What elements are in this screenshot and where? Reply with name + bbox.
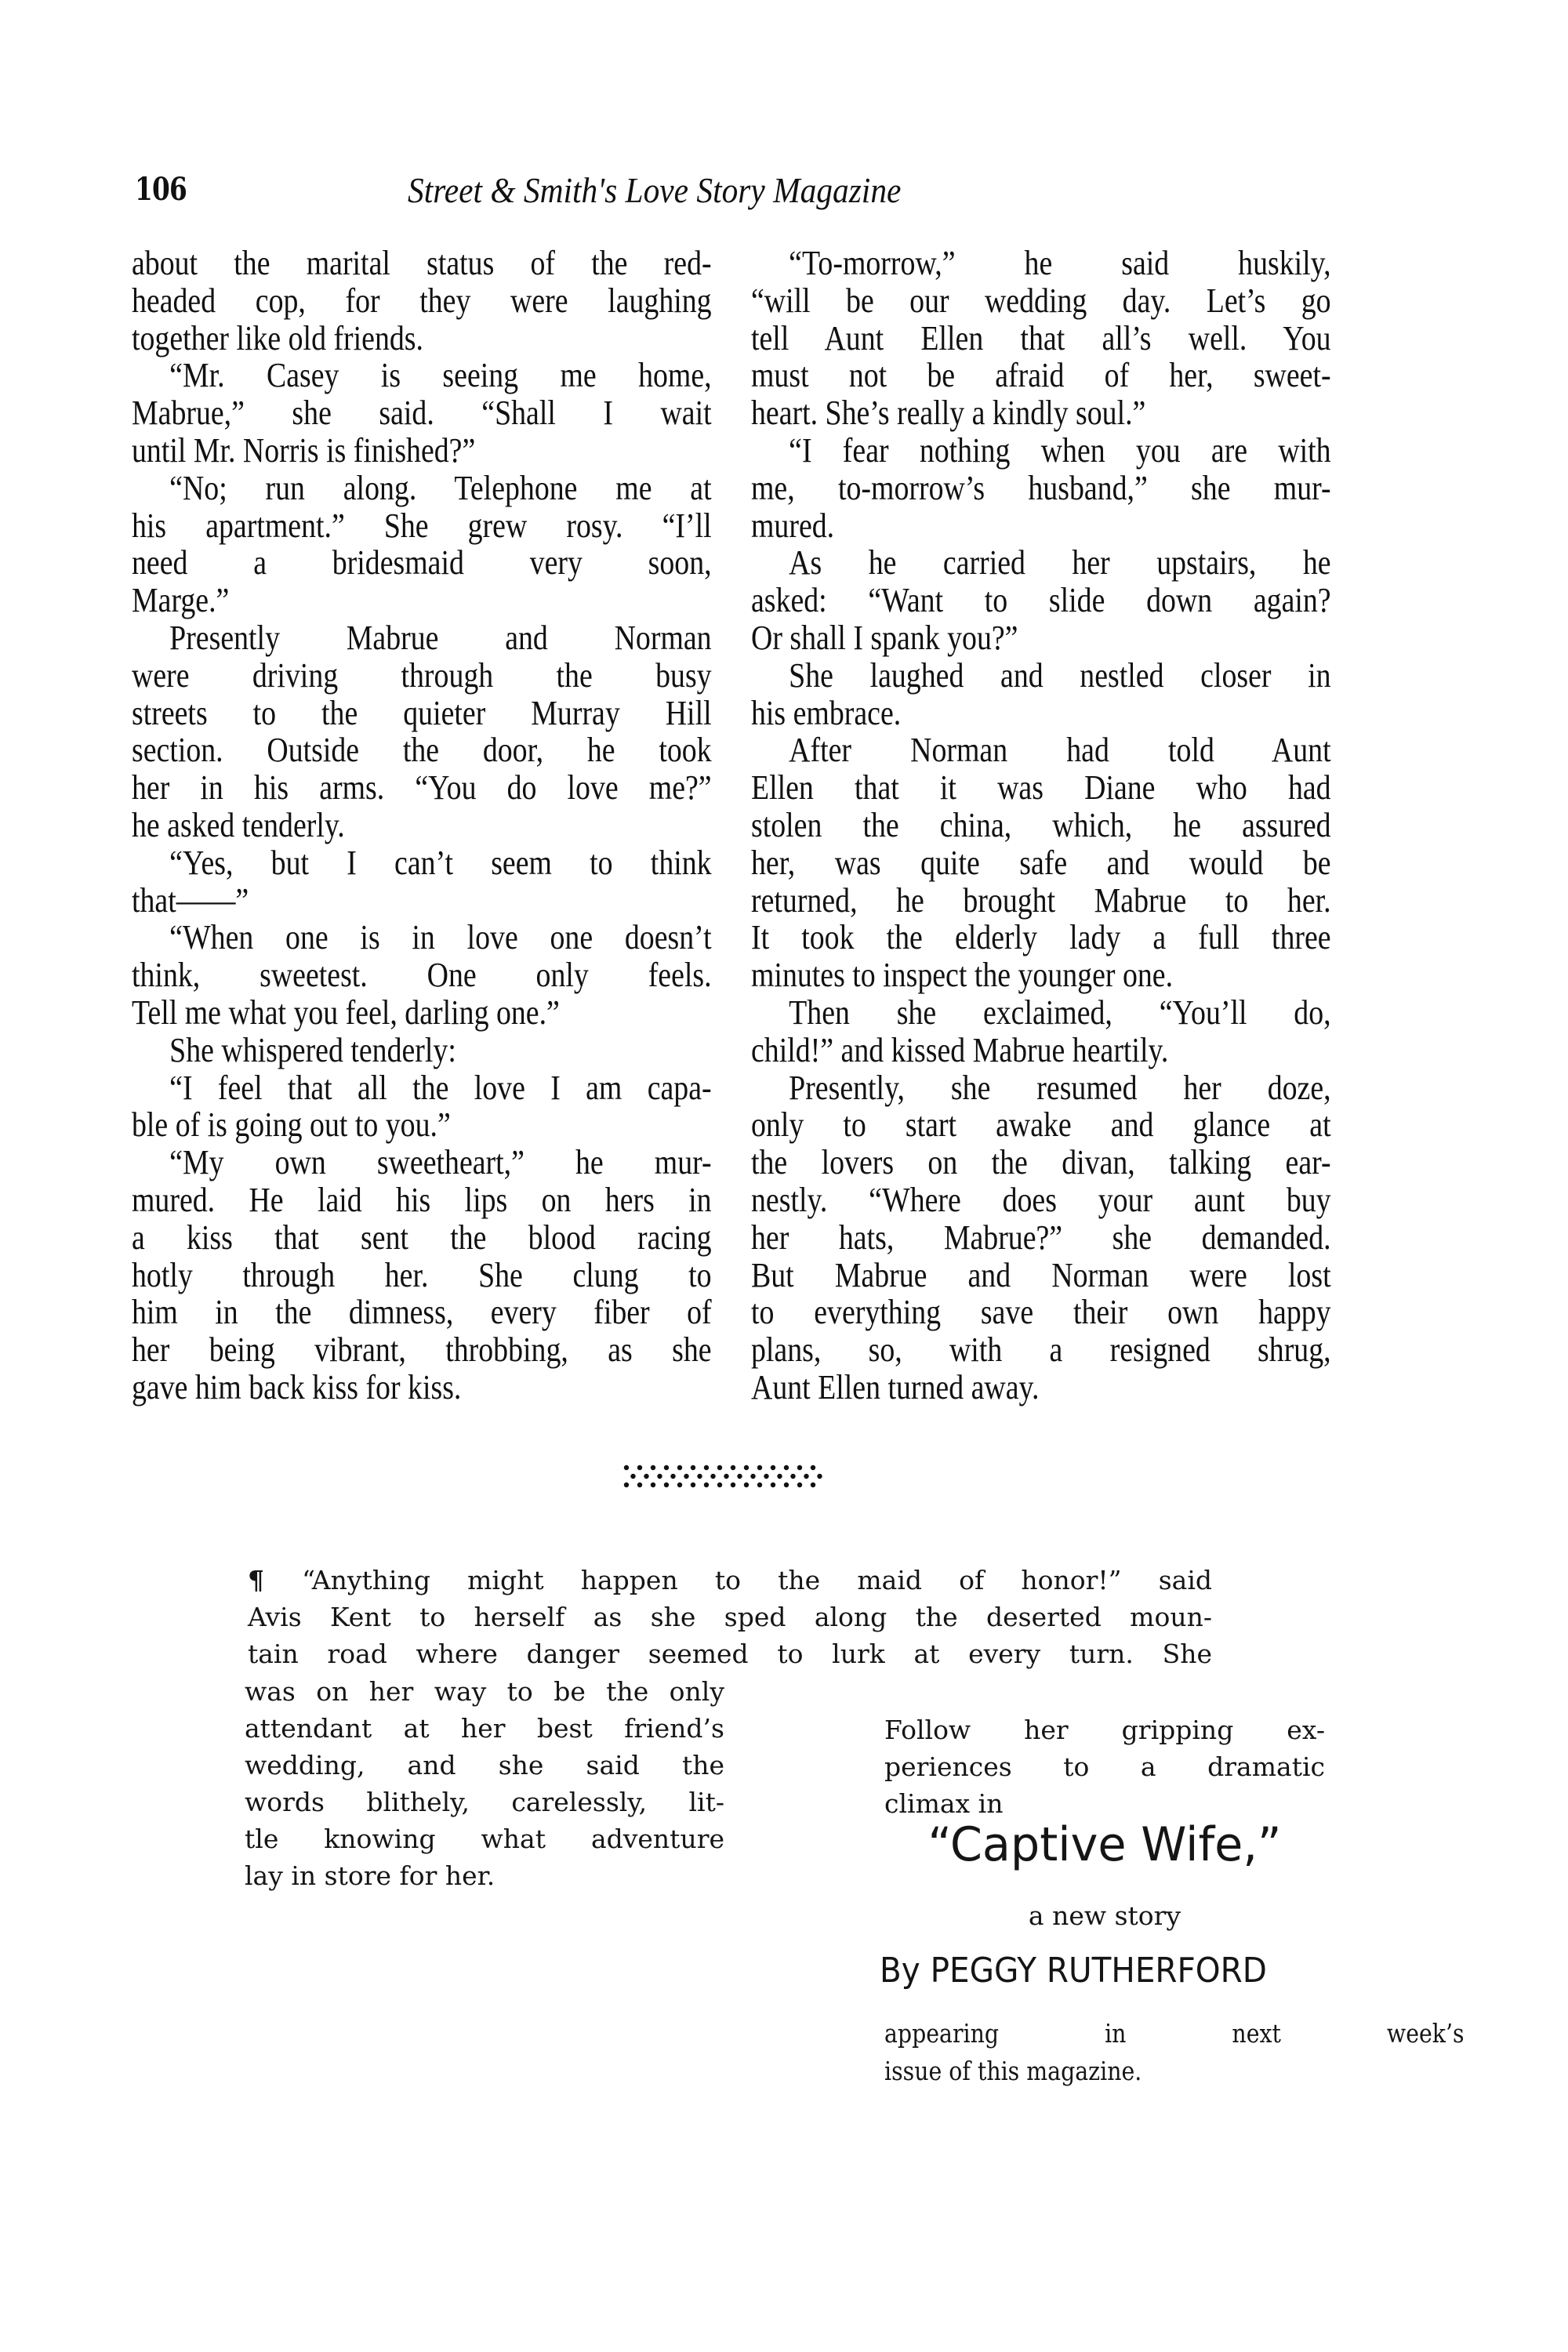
ornament-dot — [797, 1483, 802, 1487]
text-line: “To-morrow,” he said huskily, — [789, 244, 1331, 282]
ad-story-title: “Captive Wife,” — [927, 1817, 1282, 1872]
text-line: his apartment.” She grew rosy. “I’ll — [132, 506, 712, 545]
text-line: minutes to inspect the younger one. — [751, 956, 1174, 995]
ornament-dot — [677, 1483, 682, 1487]
ornament-dot — [804, 1474, 808, 1479]
ad-lead-paragraph — [248, 1562, 1212, 1672]
ornament-dot — [771, 1483, 775, 1487]
text-line: must not be afraid of her, sweet- — [751, 356, 1331, 395]
ornament-dot — [790, 1474, 795, 1479]
text-line: her hats, Mabrue?” she demanded. — [751, 1218, 1331, 1257]
text-line: him in the dimness, every fiber of — [132, 1293, 712, 1332]
text-line: me, to-morrow’s husband,” she mur- — [751, 468, 1331, 507]
text-line: Tell me what you feel, darling one.” — [132, 993, 560, 1032]
text-line: streets to the quieter Murray Hill — [132, 693, 712, 732]
text-line: “will be our wedding day. Let’s go — [751, 281, 1331, 320]
ornament-dot — [664, 1465, 669, 1470]
ornament-dot — [637, 1465, 642, 1470]
ornament-dot — [651, 1465, 655, 1470]
ornament-dot — [784, 1465, 789, 1470]
ad-text-line: ¶ “Anything might happen to the maid of honor!” said — [248, 1565, 1212, 1595]
ornament-dot — [731, 1465, 735, 1470]
ad-text-line: wedding, and she said the — [245, 1750, 724, 1780]
page-number: 106 — [135, 171, 187, 208]
text-line: stolen the china, which, he assured — [751, 805, 1331, 844]
ornament-dot — [651, 1483, 655, 1487]
ornament-dot — [737, 1474, 742, 1479]
text-line: Marge.” — [132, 581, 230, 620]
ad-text-line: Avis Kent to herself as she sped along the deserted moun- — [248, 1602, 1212, 1632]
ornament-dot — [710, 1474, 715, 1479]
text-line: “Yes, but I can’t seem to think — [169, 843, 712, 882]
text-line: “Mr. Casey is seeing me home, — [169, 356, 712, 395]
ornament-dot — [691, 1465, 695, 1470]
text-line: “I feel that all the love I am capa- — [169, 1068, 712, 1107]
text-line: But Mabrue and Norman were lost — [751, 1255, 1331, 1294]
text-line: Mabrue,” she said. “Shall I wait — [132, 394, 712, 433]
text-line: heart. She’s really a kindly soul.” — [751, 394, 1146, 433]
text-line: mured. He laid his lips on hers in — [132, 1180, 712, 1219]
text-line: “No; run along. Telephone me at — [169, 468, 712, 507]
ornament-dot — [670, 1474, 675, 1479]
text-line: Or shall I spank you?” — [751, 618, 1018, 657]
ornament-dot — [777, 1474, 782, 1479]
ornament-dot — [677, 1465, 682, 1470]
ornament-dot — [691, 1483, 695, 1487]
text-line: child!” and kissed Mabrue heartily. — [751, 1030, 1169, 1069]
text-line: to everything save their own happy — [751, 1293, 1331, 1332]
text-line: her being vibrant, throbbing, as she — [132, 1330, 712, 1370]
ad-text-line: lay in store for her. — [245, 1860, 495, 1891]
ornament-dot — [764, 1474, 768, 1479]
text-line: his embrace. — [751, 693, 902, 732]
text-line: section. Outside the door, he took — [132, 731, 712, 770]
ornament-dot — [630, 1474, 635, 1479]
text-line: tell Aunt Ellen that all’s well. You — [751, 318, 1331, 358]
text-line: ble of is going out to you.” — [132, 1105, 451, 1145]
text-line: think, sweetest. One only feels. — [132, 956, 712, 995]
text-line: her, was quite safe and would be — [751, 843, 1331, 882]
text-line: only to start awake and glance at — [751, 1105, 1331, 1145]
text-line: She whispered tenderly: — [169, 1030, 456, 1069]
text-line: plans, so, with a resigned shrug, — [751, 1330, 1331, 1370]
text-line: her in his arms. “You do love me?” — [132, 768, 712, 808]
text-line: Presently, she resumed her doze, — [789, 1068, 1331, 1107]
ad-text-line: attendant at her best friend’s — [245, 1713, 724, 1744]
ornament-dot — [744, 1465, 749, 1470]
ornament-dot — [757, 1483, 762, 1487]
ornament-dot — [624, 1483, 629, 1487]
ornament-dot — [684, 1474, 688, 1479]
story-right-column — [751, 245, 1331, 1406]
text-line: together like old friends. — [132, 318, 423, 358]
ad-text-line: periences to a dramatic — [884, 1751, 1325, 1782]
text-line: Aunt Ellen turned away. — [751, 1367, 1040, 1406]
text-line: need a bridesmaid very soon, — [132, 543, 712, 583]
text-line: Ellen that it was Diane who had — [751, 768, 1331, 808]
ornament-dot — [731, 1483, 735, 1487]
text-line: mured. — [751, 506, 835, 545]
ad-left-paragraph — [245, 1673, 724, 1894]
text-line: “When one is in love one doesn’t — [169, 918, 712, 957]
dotted-ornament-icon — [623, 1465, 823, 1488]
ad-text-line: Follow her gripping ex- — [884, 1715, 1325, 1745]
text-line: until Mr. Norris is finished?” — [132, 430, 476, 470]
ad-text-line: climax in — [884, 1788, 1004, 1819]
text-line: Presently Mabrue and Norman — [169, 618, 712, 657]
ornament-dot — [697, 1474, 702, 1479]
text-line: Then she exclaimed, “You’ll do, — [789, 993, 1331, 1032]
ornament-dot — [811, 1483, 815, 1487]
text-line: that——” — [132, 880, 249, 920]
ornament-dot — [757, 1465, 762, 1470]
text-line: nestly. “Where does your aunt buy — [751, 1180, 1331, 1219]
ornament-dot — [717, 1483, 722, 1487]
pilcrow-icon: ¶ — [248, 1565, 303, 1595]
ad-text-line: words blithely, carelessly, lit- — [245, 1787, 724, 1817]
story-left-column — [132, 245, 712, 1406]
text-line: the lovers on the divan, talking ear- — [751, 1143, 1331, 1182]
text-line: It took the elderly lady a full three — [751, 918, 1331, 957]
ornament-dot — [771, 1465, 775, 1470]
ornament-dot — [624, 1465, 629, 1470]
ad-text-line: was on her way to be the only — [245, 1676, 724, 1707]
ad-text-line: tain road where danger seemed to lurk at every turn. She — [248, 1639, 1212, 1669]
ornament-dot — [744, 1483, 749, 1487]
ad-subtitle: a new story — [1028, 1900, 1181, 1931]
text-line: he asked tenderly. — [132, 805, 345, 844]
text-line: were driving through the busy — [132, 655, 712, 695]
text-line: returned, he brought Mabrue to her. — [751, 880, 1331, 920]
ornament-dot — [664, 1483, 669, 1487]
ornament-dot — [637, 1483, 642, 1487]
ornament-dot — [717, 1465, 722, 1470]
ad-text-line: issue of this magazine. — [884, 2055, 1142, 2086]
ornament-dot — [704, 1483, 709, 1487]
ad-author: By PEGGY RUTHERFORD — [880, 1951, 1267, 1991]
text-line: After Norman had told Aunt — [789, 731, 1331, 770]
ad-appearing-note — [884, 2015, 1465, 2090]
text-line: headed cop, for they were laughing — [132, 281, 712, 320]
ad-text-line: appearing in next week’s — [884, 2018, 1465, 2049]
ornament-dot — [644, 1474, 648, 1479]
text-line: gave him back kiss for kiss. — [132, 1367, 462, 1406]
text-line: asked: “Want to slide down again? — [751, 581, 1331, 620]
ornament-dot — [817, 1474, 822, 1479]
ad-right-paragraph — [884, 1711, 1325, 1822]
ornament-dot — [750, 1474, 755, 1479]
ad-text-line: tle knowing what adventure — [245, 1824, 724, 1854]
text-line: a kiss that sent the blood racing — [132, 1218, 712, 1257]
ornament-dot — [797, 1465, 802, 1470]
text-line: about the marital status of the red- — [132, 244, 712, 282]
text-line: As he carried her upstairs, he — [789, 543, 1331, 583]
text-line: “My own sweetheart,” he mur- — [169, 1143, 712, 1182]
text-line: hotly through her. She clung to — [132, 1255, 712, 1294]
ornament-dot — [784, 1483, 789, 1487]
ornament-dot — [704, 1465, 709, 1470]
running-title: Street & Smith's Love Story Magazine — [408, 170, 902, 210]
text-line: She laughed and nestled closer in — [789, 655, 1331, 695]
ornament-dot — [657, 1474, 662, 1479]
ornament-dot — [811, 1465, 815, 1470]
ornament-dot — [724, 1474, 728, 1479]
text-line: “I fear nothing when you are with — [789, 430, 1331, 470]
